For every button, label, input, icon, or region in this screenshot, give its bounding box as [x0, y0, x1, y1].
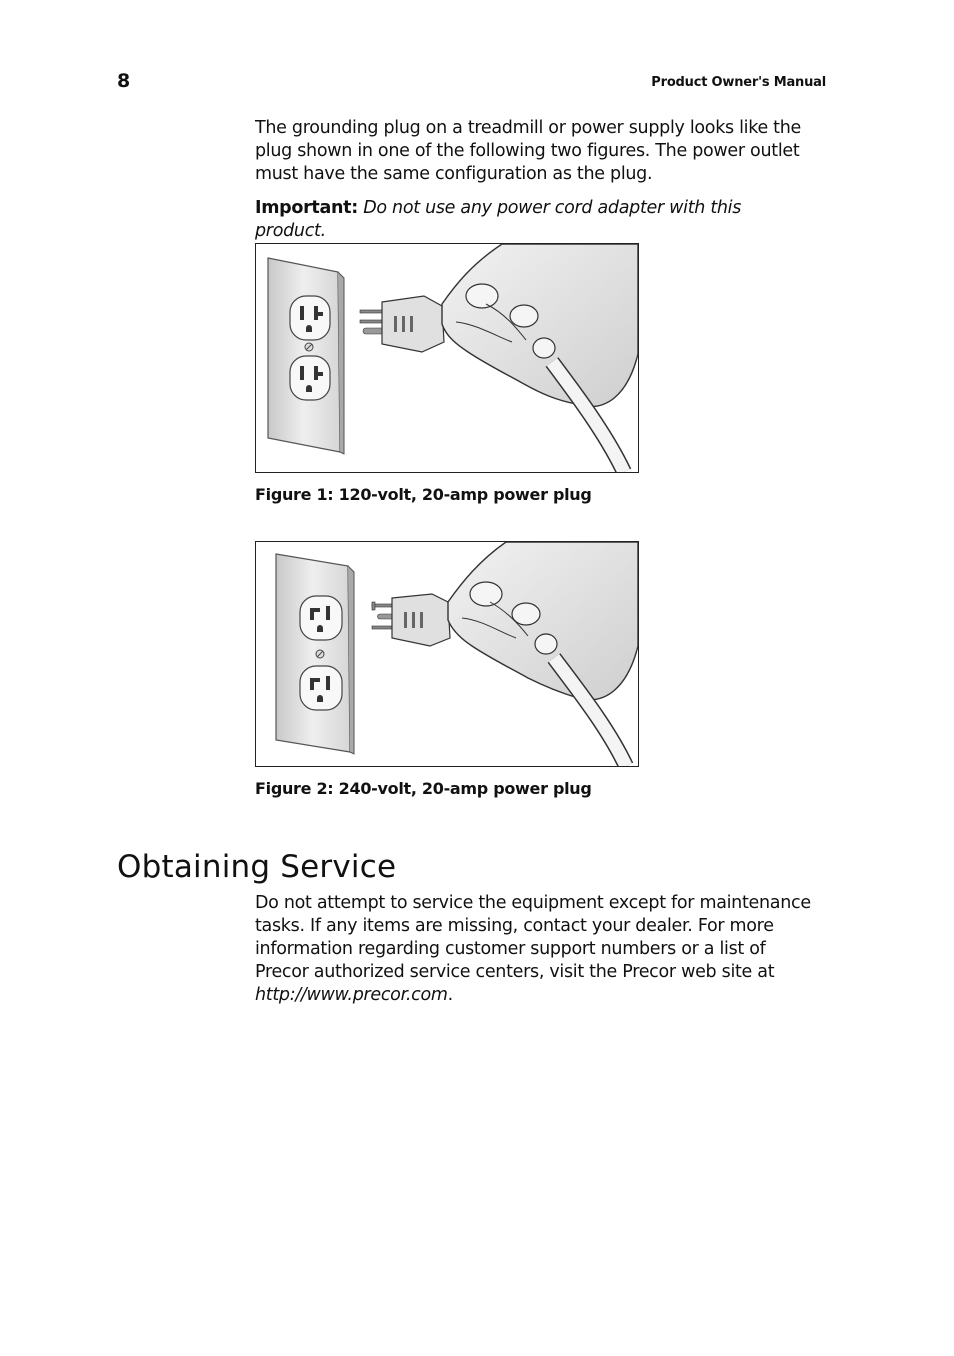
section-title-obtaining-service: Obtaining Service: [117, 849, 397, 885]
intro-text: The grounding plug on a treadmill or power supply looks like the plug shown in one of the following two figures. The power outlet must have the same configuration as the plug.: [255, 118, 801, 184]
figure-2-illustration: [255, 541, 639, 767]
important-text: Do not use any power cord adapter with this product.: [255, 198, 742, 241]
intro-paragraph: [255, 117, 815, 186]
important-note: [255, 197, 815, 243]
service-paragraph: [255, 892, 815, 1007]
figure-2-caption: Figure 2: 240-volt, 20-amp power plug: [255, 779, 592, 798]
plug-120v-illustration: [256, 244, 638, 472]
service-text: Do not attempt to service the equipment except for maintenance tasks. If any items are missing, contact your dealer. For more information regarding customer support numbers or a list of Precor authorized service centers, visit the Precor web site at: [255, 893, 811, 982]
figure-1-illustration: [255, 243, 639, 473]
plug-240v-illustration: [256, 542, 638, 766]
figure-1-caption: Figure 1: 120-volt, 20-amp power plug: [255, 485, 592, 504]
running-header: Product Owner's Manual: [651, 75, 826, 90]
page-number: 8: [117, 70, 131, 92]
important-label: Important:: [255, 198, 358, 218]
service-text-end: .: [447, 985, 453, 1005]
precor-website-link[interactable]: http://www.precor.com: [255, 985, 448, 1005]
